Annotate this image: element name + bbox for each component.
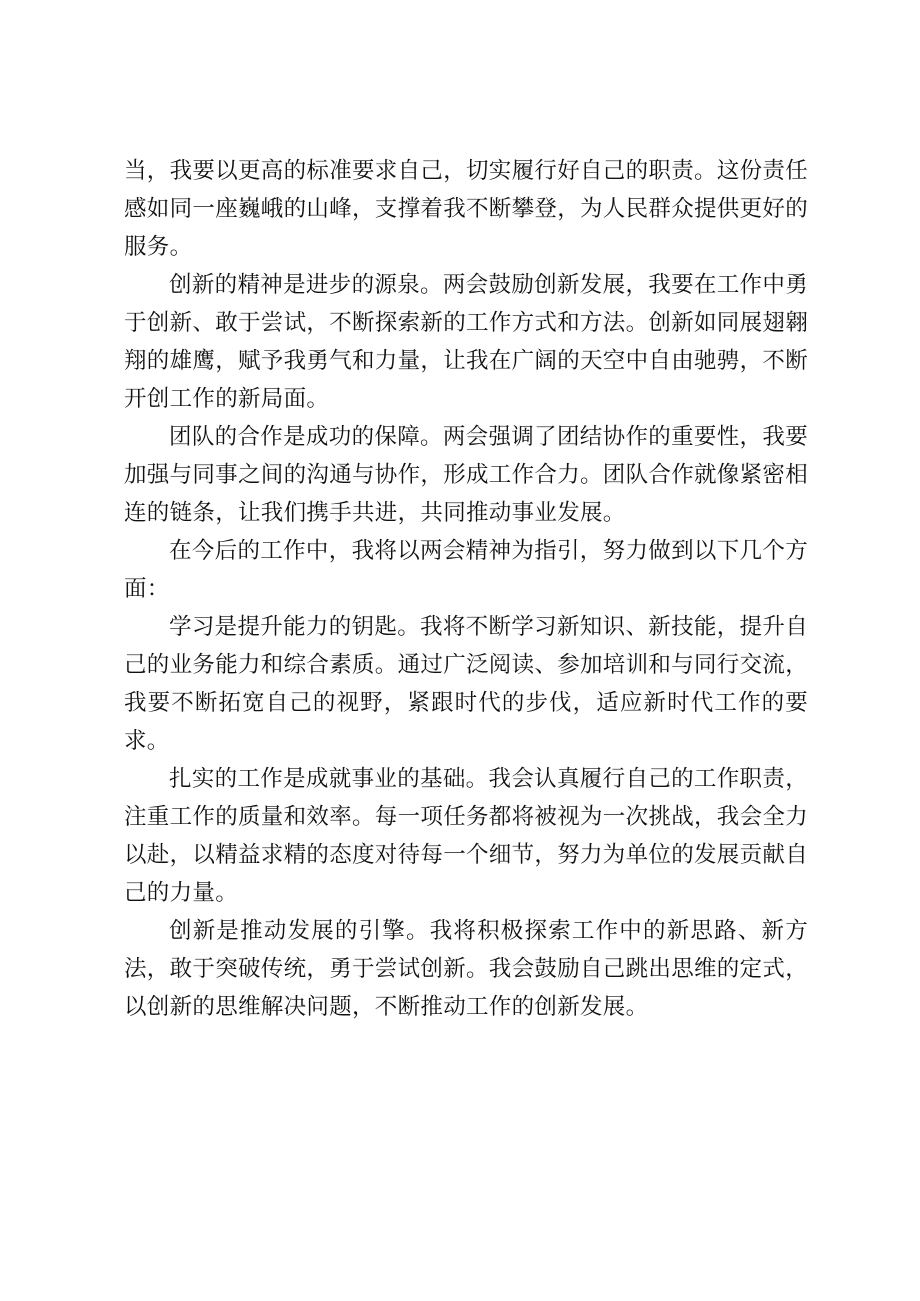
paragraph-innovation-spirit: 创新的精神是进步的源泉。两会鼓励创新发展，我要在工作中勇于创新、敢于尝试，不断探索新的工作方式和方法。创新如同展翅翱翔的雄鹰，赋予我勇气和力量，让我在广阔的天空中自由驰骋，不断开创工作的新局面。 — [124, 272, 809, 412]
paragraph-solid-work: 扎实的工作是成就事业的基础。我会认真履行自己的工作职责，注重工作的质量和效率。每一项任务都将被视为一次挑战，我会全力以赴，以精益求精的态度对待每一个细节，努力为单位的发展贡献自己的力量。 — [124, 766, 809, 906]
paragraph-innovation-engine: 创新是推动发展的引擎。我将积极探索工作中的新思路、新方法，敢于突破传统，勇于尝试创新。我会鼓励自己跳出思维的定式，以创新的思维解决问题，不断推动工作的创新发展。 — [124, 918, 809, 1020]
paragraph-learning: 学习是提升能力的钥匙。我将不断学习新知识、新技能，提升自己的业务能力和综合素质。通过广泛阅读、参加培训和与同行交流，我要不断拓宽自己的视野，紧跟时代的步伐，适应新时代工作的要求。 — [124, 614, 809, 754]
document-body — [124, 152, 808, 1026]
paragraph-future-work-intro: 在今后的工作中，我将以两会精神为指引，努力做到以下几个方面： — [124, 538, 808, 602]
paragraph-continuation: 当，我要以更高的标准要求自己，切实履行好自己的职责。这份责任感如同一座巍峨的山峰，支撑着我不断攀登，为人民群众提供更好的服务。 — [124, 158, 809, 260]
paragraph-teamwork: 团队的合作是成功的保障。两会强调了团结协作的重要性，我要加强与同事之间的沟通与协作，形成工作合力。团队合作就像紧密相连的链条，让我们携手共进，共同推动事业发展。 — [124, 424, 809, 526]
